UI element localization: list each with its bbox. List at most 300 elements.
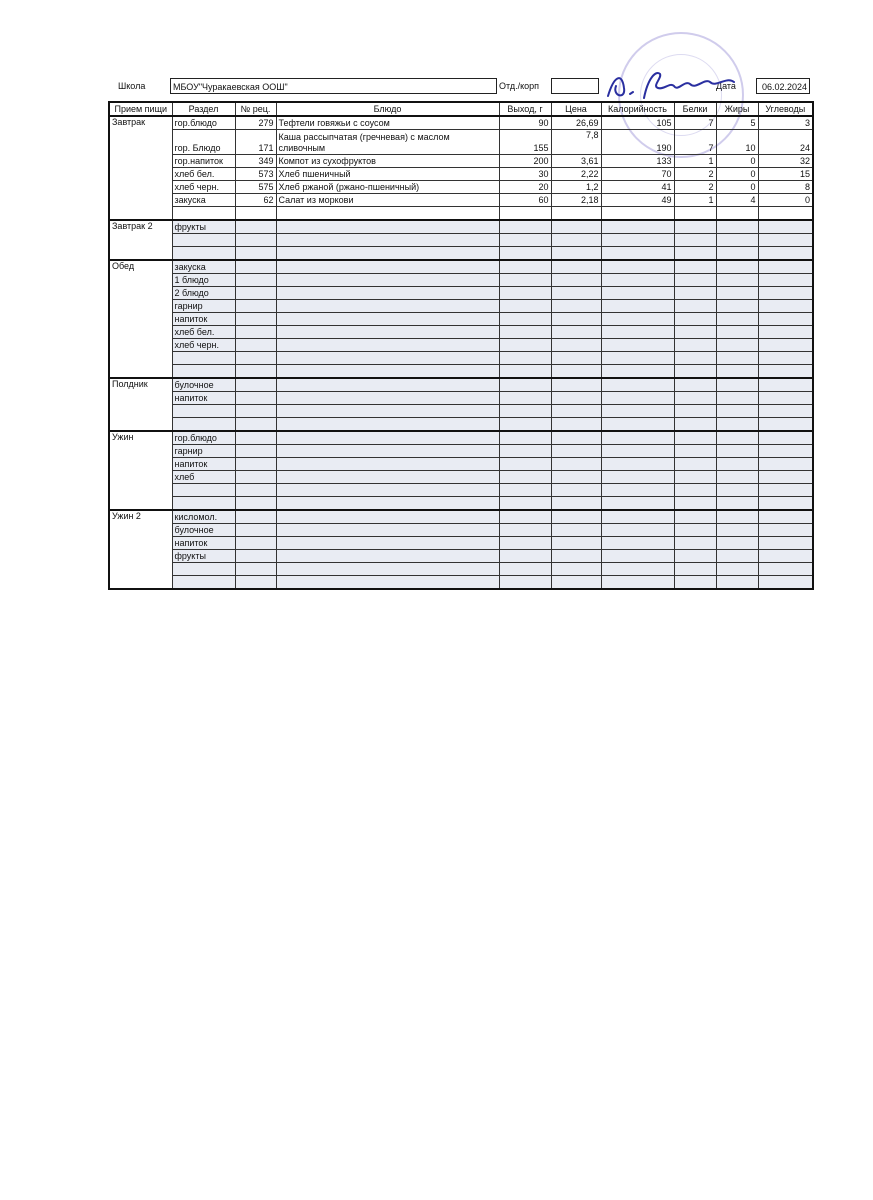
- cell-dish: [276, 563, 499, 576]
- cell-yield: [499, 287, 551, 300]
- cell-section: [172, 563, 235, 576]
- cell-fat: [716, 418, 758, 432]
- cell-dish: Хлеб ржаной (ржано-пшеничный): [276, 181, 499, 194]
- cell-recipe: [235, 313, 276, 326]
- cell-recipe: [235, 339, 276, 352]
- cell-yield: [499, 207, 551, 221]
- table-row: [109, 392, 813, 405]
- table-row: [109, 550, 813, 563]
- cell-calories: 105: [601, 116, 674, 130]
- cell-dish: [276, 260, 499, 274]
- cell-price: [551, 260, 601, 274]
- cell-carbs: [758, 510, 813, 524]
- cell-recipe: 349: [235, 155, 276, 168]
- cell-section: хлеб черн.: [172, 339, 235, 352]
- cell-recipe: [235, 445, 276, 458]
- cell-protein: [674, 576, 716, 590]
- cell-calories: [601, 207, 674, 221]
- cell-calories: [601, 418, 674, 432]
- cell-section: [172, 497, 235, 511]
- menu-body: [109, 116, 813, 589]
- cell-yield: [499, 576, 551, 590]
- table-row: [109, 274, 813, 287]
- cell-protein: [674, 326, 716, 339]
- cell-dish: [276, 537, 499, 550]
- cell-fat: [716, 445, 758, 458]
- cell-section: гор.блюдо: [172, 116, 235, 130]
- cell-protein: [674, 313, 716, 326]
- cell-dish: [276, 247, 499, 261]
- table-row: [109, 130, 813, 155]
- cell-fat: [716, 313, 758, 326]
- cell-price: [551, 247, 601, 261]
- cell-price: 2,18: [551, 194, 601, 207]
- table-row: [109, 168, 813, 181]
- cell-price: [551, 458, 601, 471]
- cell-price: [551, 576, 601, 590]
- cell-carbs: [758, 287, 813, 300]
- cell-protein: [674, 537, 716, 550]
- cell-dish: [276, 510, 499, 524]
- cell-protein: [674, 392, 716, 405]
- cell-protein: [674, 287, 716, 300]
- cell-carbs: [758, 260, 813, 274]
- cell-recipe: [235, 378, 276, 392]
- cell-dish: [276, 207, 499, 221]
- cell-calories: [601, 365, 674, 379]
- table-row: [109, 234, 813, 247]
- cell-recipe: [235, 418, 276, 432]
- cell-calories: [601, 234, 674, 247]
- cell-recipe: [235, 392, 276, 405]
- cell-protein: [674, 234, 716, 247]
- cell-fat: 4: [716, 194, 758, 207]
- cell-yield: 60: [499, 194, 551, 207]
- cell-fat: [716, 576, 758, 590]
- meal-name: Полдник: [109, 378, 172, 431]
- cell-carbs: [758, 537, 813, 550]
- column-header: Калорийность: [601, 102, 674, 116]
- cell-section: гор.блюдо: [172, 431, 235, 445]
- cell-carbs: [758, 418, 813, 432]
- cell-price: [551, 418, 601, 432]
- table-row: [109, 497, 813, 511]
- school-label: Школа: [118, 81, 146, 91]
- cell-section: закуска: [172, 194, 235, 207]
- dept-field: [551, 78, 599, 94]
- cell-carbs: [758, 497, 813, 511]
- meal-name: Ужин: [109, 431, 172, 510]
- cell-price: 26,69: [551, 116, 601, 130]
- table-row: [109, 287, 813, 300]
- cell-fat: [716, 339, 758, 352]
- cell-section: хлеб: [172, 471, 235, 484]
- table-row: [109, 260, 813, 274]
- table-row: [109, 194, 813, 207]
- cell-calories: [601, 445, 674, 458]
- cell-protein: 7: [674, 130, 716, 155]
- cell-price: [551, 300, 601, 313]
- cell-price: 2,22: [551, 168, 601, 181]
- cell-carbs: [758, 550, 813, 563]
- column-header: Раздел: [172, 102, 235, 116]
- cell-fat: [716, 352, 758, 365]
- cell-calories: [601, 220, 674, 234]
- cell-protein: [674, 339, 716, 352]
- cell-recipe: 279: [235, 116, 276, 130]
- cell-price: [551, 510, 601, 524]
- cell-carbs: [758, 352, 813, 365]
- cell-carbs: 0: [758, 194, 813, 207]
- cell-dish: [276, 392, 499, 405]
- cell-carbs: 8: [758, 181, 813, 194]
- cell-carbs: [758, 220, 813, 234]
- cell-yield: [499, 260, 551, 274]
- cell-yield: [499, 458, 551, 471]
- column-header: № рец.: [235, 102, 276, 116]
- cell-yield: [499, 365, 551, 379]
- cell-recipe: [235, 550, 276, 563]
- cell-section: [172, 484, 235, 497]
- cell-price: [551, 484, 601, 497]
- cell-carbs: [758, 365, 813, 379]
- cell-calories: [601, 563, 674, 576]
- cell-protein: [674, 378, 716, 392]
- cell-dish: [276, 458, 499, 471]
- table-row: [109, 378, 813, 392]
- cell-yield: [499, 352, 551, 365]
- cell-dish: [276, 550, 499, 563]
- cell-recipe: [235, 563, 276, 576]
- cell-dish: [276, 300, 499, 313]
- cell-recipe: [235, 471, 276, 484]
- column-header: Белки: [674, 102, 716, 116]
- table-row: [109, 326, 813, 339]
- cell-dish: [276, 313, 499, 326]
- cell-section: гарнир: [172, 300, 235, 313]
- cell-dish: [276, 418, 499, 432]
- meal-name: Ужин 2: [109, 510, 172, 589]
- cell-calories: 133: [601, 155, 674, 168]
- cell-fat: [716, 392, 758, 405]
- cell-protein: [674, 445, 716, 458]
- cell-protein: 1: [674, 155, 716, 168]
- cell-fat: [716, 260, 758, 274]
- cell-recipe: [235, 326, 276, 339]
- column-header: Жиры: [716, 102, 758, 116]
- cell-calories: [601, 378, 674, 392]
- cell-calories: 49: [601, 194, 674, 207]
- column-header: Цена: [551, 102, 601, 116]
- cell-price: [551, 392, 601, 405]
- cell-fat: [716, 405, 758, 418]
- cell-carbs: [758, 471, 813, 484]
- table-row: [109, 339, 813, 352]
- meal-name: Обед: [109, 260, 172, 378]
- table-row: [109, 300, 813, 313]
- cell-recipe: [235, 537, 276, 550]
- cell-yield: 200: [499, 155, 551, 168]
- column-header: Блюдо: [276, 102, 499, 116]
- cell-dish: [276, 339, 499, 352]
- cell-carbs: 3: [758, 116, 813, 130]
- cell-calories: [601, 471, 674, 484]
- cell-recipe: [235, 220, 276, 234]
- cell-calories: 190: [601, 130, 674, 155]
- cell-carbs: [758, 274, 813, 287]
- cell-price: [551, 524, 601, 537]
- cell-section: напиток: [172, 392, 235, 405]
- cell-section: закуска: [172, 260, 235, 274]
- cell-recipe: [235, 431, 276, 445]
- menu-table: [108, 101, 814, 590]
- cell-recipe: [235, 207, 276, 221]
- cell-carbs: [758, 313, 813, 326]
- cell-dish: [276, 220, 499, 234]
- cell-fat: [716, 484, 758, 497]
- cell-price: [551, 563, 601, 576]
- cell-yield: [499, 471, 551, 484]
- cell-section: 1 блюдо: [172, 274, 235, 287]
- cell-fat: 10: [716, 130, 758, 155]
- cell-yield: [499, 392, 551, 405]
- cell-dish: [276, 365, 499, 379]
- table-row: [109, 445, 813, 458]
- cell-calories: [601, 260, 674, 274]
- cell-recipe: [235, 260, 276, 274]
- cell-dish: Хлеб пшеничный: [276, 168, 499, 181]
- cell-protein: [674, 431, 716, 445]
- cell-price: 3,61: [551, 155, 601, 168]
- cell-protein: [674, 247, 716, 261]
- cell-fat: 0: [716, 181, 758, 194]
- cell-fat: [716, 537, 758, 550]
- table-row: [109, 116, 813, 130]
- cell-section: кисломол.: [172, 510, 235, 524]
- cell-fat: [716, 471, 758, 484]
- cell-protein: [674, 207, 716, 221]
- cell-carbs: [758, 234, 813, 247]
- cell-price: [551, 365, 601, 379]
- cell-calories: [601, 405, 674, 418]
- cell-fat: [716, 326, 758, 339]
- cell-calories: [601, 339, 674, 352]
- table-row: [109, 524, 813, 537]
- table-row: [109, 576, 813, 590]
- cell-yield: [499, 497, 551, 511]
- cell-dish: [276, 352, 499, 365]
- table-row: [109, 484, 813, 497]
- cell-protein: [674, 260, 716, 274]
- table-row: [109, 563, 813, 576]
- cell-calories: [601, 274, 674, 287]
- cell-price: [551, 234, 601, 247]
- cell-yield: [499, 220, 551, 234]
- cell-protein: [674, 497, 716, 511]
- table-row: [109, 247, 813, 261]
- cell-price: [551, 405, 601, 418]
- cell-yield: [499, 405, 551, 418]
- cell-yield: [499, 339, 551, 352]
- cell-carbs: [758, 445, 813, 458]
- cell-section: булочное: [172, 378, 235, 392]
- cell-section: [172, 247, 235, 261]
- cell-fat: [716, 563, 758, 576]
- cell-yield: [499, 326, 551, 339]
- cell-price: 1,2: [551, 181, 601, 194]
- cell-recipe: [235, 497, 276, 511]
- cell-calories: [601, 550, 674, 563]
- cell-recipe: 62: [235, 194, 276, 207]
- cell-yield: [499, 313, 551, 326]
- cell-yield: 20: [499, 181, 551, 194]
- cell-dish: [276, 576, 499, 590]
- cell-recipe: [235, 300, 276, 313]
- cell-yield: [499, 300, 551, 313]
- cell-calories: [601, 524, 674, 537]
- cell-yield: [499, 445, 551, 458]
- cell-calories: [601, 300, 674, 313]
- cell-fat: [716, 287, 758, 300]
- cell-dish: Компот из сухофруктов: [276, 155, 499, 168]
- cell-section: 2 блюдо: [172, 287, 235, 300]
- cell-carbs: [758, 576, 813, 590]
- cell-section: [172, 365, 235, 379]
- cell-section: напиток: [172, 458, 235, 471]
- cell-calories: [601, 576, 674, 590]
- cell-section: булочное: [172, 524, 235, 537]
- cell-protein: 7: [674, 116, 716, 130]
- table-row: [109, 155, 813, 168]
- cell-dish: [276, 445, 499, 458]
- cell-fat: [716, 510, 758, 524]
- cell-recipe: 575: [235, 181, 276, 194]
- cell-yield: 90: [499, 116, 551, 130]
- cell-price: [551, 471, 601, 484]
- cell-dish: [276, 524, 499, 537]
- cell-recipe: [235, 352, 276, 365]
- cell-price: [551, 313, 601, 326]
- cell-yield: [499, 431, 551, 445]
- cell-yield: [499, 247, 551, 261]
- column-header: Прием пищи: [109, 102, 172, 116]
- cell-dish: [276, 234, 499, 247]
- cell-price: [551, 274, 601, 287]
- cell-recipe: [235, 234, 276, 247]
- cell-protein: [674, 365, 716, 379]
- cell-protein: [674, 274, 716, 287]
- cell-section: хлеб бел.: [172, 168, 235, 181]
- cell-price: [551, 431, 601, 445]
- cell-recipe: [235, 247, 276, 261]
- cell-carbs: [758, 378, 813, 392]
- cell-section: [172, 207, 235, 221]
- cell-fat: [716, 220, 758, 234]
- cell-calories: [601, 431, 674, 445]
- table-row: [109, 181, 813, 194]
- cell-calories: 70: [601, 168, 674, 181]
- cell-section: хлеб бел.: [172, 326, 235, 339]
- cell-calories: [601, 484, 674, 497]
- cell-fat: [716, 550, 758, 563]
- column-header: Выход, г: [499, 102, 551, 116]
- table-row: [109, 458, 813, 471]
- cell-calories: [601, 247, 674, 261]
- cell-recipe: [235, 405, 276, 418]
- column-header: Углеводы: [758, 102, 813, 116]
- cell-fat: [716, 378, 758, 392]
- cell-protein: [674, 405, 716, 418]
- signature-mark: [600, 66, 750, 106]
- cell-yield: [499, 234, 551, 247]
- cell-carbs: [758, 431, 813, 445]
- cell-carbs: [758, 300, 813, 313]
- cell-protein: [674, 418, 716, 432]
- cell-carbs: [758, 247, 813, 261]
- cell-carbs: [758, 326, 813, 339]
- cell-recipe: [235, 510, 276, 524]
- dept-label: Отд./корп: [499, 81, 539, 91]
- school-name-field: МБОУ"Чуракаевская ООШ": [170, 78, 497, 94]
- cell-dish: [276, 274, 499, 287]
- cell-dish: Тефтели говяжьи с соусом: [276, 116, 499, 130]
- cell-protein: [674, 550, 716, 563]
- cell-calories: 41: [601, 181, 674, 194]
- cell-yield: [499, 484, 551, 497]
- cell-yield: [499, 524, 551, 537]
- cell-carbs: [758, 405, 813, 418]
- cell-section: [172, 405, 235, 418]
- cell-price: [551, 378, 601, 392]
- cell-carbs: 24: [758, 130, 813, 155]
- cell-fat: [716, 300, 758, 313]
- cell-yield: [499, 550, 551, 563]
- cell-price: [551, 287, 601, 300]
- table-row: [109, 313, 813, 326]
- cell-price: [551, 497, 601, 511]
- cell-dish: Салат из моркови: [276, 194, 499, 207]
- cell-price: [551, 550, 601, 563]
- cell-calories: [601, 287, 674, 300]
- cell-protein: [674, 563, 716, 576]
- cell-protein: [674, 352, 716, 365]
- cell-dish: [276, 378, 499, 392]
- cell-section: напиток: [172, 313, 235, 326]
- cell-section: [172, 352, 235, 365]
- cell-yield: [499, 563, 551, 576]
- cell-yield: 155: [499, 130, 551, 155]
- cell-dish: [276, 326, 499, 339]
- cell-protein: [674, 484, 716, 497]
- cell-protein: [674, 458, 716, 471]
- cell-fat: [716, 207, 758, 221]
- table-row: [109, 405, 813, 418]
- cell-calories: [601, 537, 674, 550]
- cell-dish: [276, 405, 499, 418]
- cell-price: [551, 445, 601, 458]
- cell-price: [551, 537, 601, 550]
- cell-calories: [601, 313, 674, 326]
- cell-dish: [276, 497, 499, 511]
- table-row: [109, 537, 813, 550]
- table-row: [109, 510, 813, 524]
- cell-recipe: [235, 484, 276, 497]
- table-row: [109, 431, 813, 445]
- cell-dish: [276, 471, 499, 484]
- cell-fat: [716, 365, 758, 379]
- cell-recipe: [235, 365, 276, 379]
- cell-carbs: [758, 524, 813, 537]
